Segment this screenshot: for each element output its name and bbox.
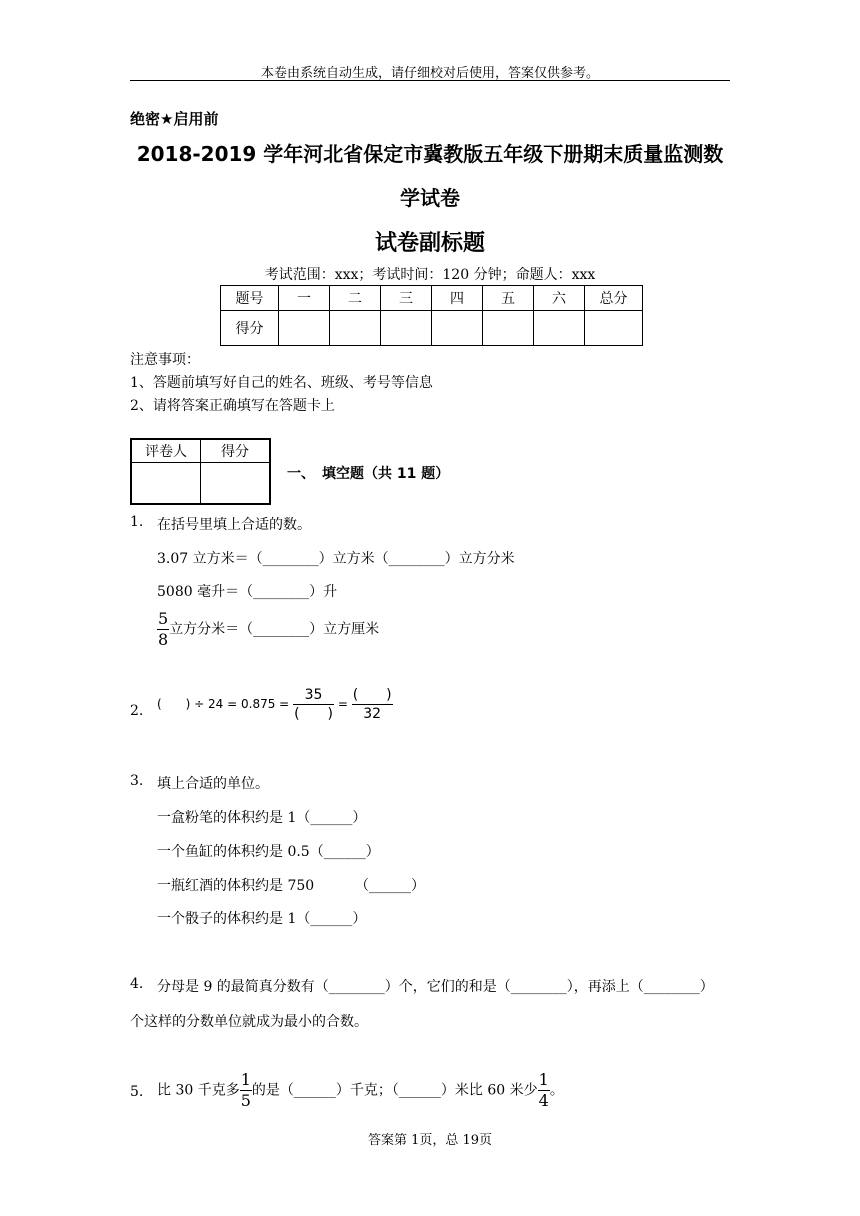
notice-item-2: 2、请将答案正确填写在答题卡上	[130, 398, 335, 414]
fraction-denominator: ( )	[294, 706, 333, 722]
grader-cell[interactable]	[131, 463, 201, 505]
q3-line-2: 一个鱼缸的体积约是 0.5（______）	[157, 844, 380, 860]
fraction-bar	[293, 704, 334, 705]
score-table	[220, 285, 643, 346]
score-header-cell: 三	[381, 286, 432, 311]
fraction-numerator: 1	[240, 1070, 251, 1089]
q5-fraction-1	[240, 1072, 252, 1109]
q2-number: 2.	[130, 703, 144, 719]
fraction-denominator: 32	[363, 706, 382, 722]
score-cell[interactable]	[534, 311, 585, 346]
score-cell[interactable]	[585, 311, 643, 346]
title-line-1: 2018-2019 学年河北省保定市冀教版五年级下册期末质量监测数	[136, 142, 724, 166]
q2-equation	[157, 688, 393, 721]
q5-fraction-2	[538, 1072, 550, 1109]
fraction-denominator: 4	[538, 1091, 549, 1110]
grader-table	[130, 438, 271, 505]
score-cell[interactable]	[432, 311, 483, 346]
q2-equals: =	[337, 697, 348, 711]
header-note: 本卷由系统自动生成，请仔细校对后使用，答案仅供参考。	[260, 66, 599, 81]
q2-fraction-1	[293, 688, 334, 721]
subtitle: 试卷副标题	[374, 231, 485, 256]
grader-score-cell[interactable]	[201, 463, 271, 505]
q3-stem: 填上合适的单位。	[157, 776, 269, 792]
q5-line	[157, 1072, 564, 1109]
fraction-numerator: ( )	[352, 687, 392, 703]
q4-number: 4.	[130, 976, 144, 992]
fraction-numerator: 5	[158, 609, 169, 628]
notice-item-1: 1、答题前填写好自己的姓名、班级、考号等信息	[130, 375, 433, 391]
header-rule	[130, 80, 730, 81]
q1-fraction	[157, 611, 169, 648]
grader-label: 评卷人	[131, 439, 201, 463]
score-cell[interactable]	[381, 311, 432, 346]
exam-info: 考试范围：xxx；考试时间：120 分钟；命题人：xxx	[264, 267, 596, 283]
score-header-cell: 题号	[221, 286, 279, 311]
q5-text-a: 比 30 千克多	[157, 1082, 240, 1099]
score-cell[interactable]	[330, 311, 381, 346]
q2-fraction-2	[352, 688, 393, 721]
q5-text-c: 。	[549, 1082, 564, 1099]
grader-score-label: 得分	[201, 439, 271, 463]
fraction-numerator: 1	[538, 1070, 549, 1089]
q1-number: 1.	[130, 514, 144, 530]
title-line-2: 学试卷	[400, 186, 460, 210]
score-header-cell: 二	[330, 286, 381, 311]
fraction-bar	[352, 704, 393, 705]
fraction-denominator: 8	[158, 630, 169, 649]
score-header-cell: 五	[483, 286, 534, 311]
q3-line-1: 一盒粉笔的体积约是 1（______）	[157, 810, 367, 826]
q1-line-3-text: 立方分米＝（________）立方厘米	[169, 621, 380, 638]
q3-line-3-blank: （______）	[355, 878, 425, 894]
q4-line-1: 分母是 9 的最简真分数有（________）个，它们的和是（________），再添上（________）	[157, 979, 714, 995]
q1-line-1: 3.07 立方米＝（________）立方米（________）立方分米	[157, 551, 515, 567]
fraction-denominator: 5	[240, 1091, 251, 1110]
q3-line-3-text: 一瓶红酒的体积约是 750	[157, 878, 315, 894]
q3-number: 3.	[130, 773, 144, 789]
page-footer: 答案第 1页，总 19页	[367, 1133, 493, 1148]
q3-line-4: 一个骰子的体积约是 1（______）	[157, 911, 367, 927]
score-header-cell: 六	[534, 286, 585, 311]
score-cell[interactable]	[483, 311, 534, 346]
q1-line-2: 5080 毫升＝（________）升	[157, 584, 338, 600]
score-table-header-row	[221, 286, 643, 311]
section-title: 一、 填空题（共 11 题）	[287, 466, 450, 482]
score-header-cell: 四	[432, 286, 483, 311]
score-header-cell: 总分	[585, 286, 643, 311]
q1-line-3	[157, 611, 379, 648]
q5-number: 5.	[130, 1084, 144, 1100]
q2-part-1: ( ) ÷ 24 = 0.875 =	[157, 697, 290, 711]
score-row-label: 得分	[221, 311, 279, 346]
q4-line-2: 个这样的分数单位就成为最小的合数。	[130, 1014, 368, 1030]
fraction-numerator: 35	[304, 687, 323, 703]
score-header-cell: 一	[279, 286, 330, 311]
score-table-score-row	[221, 311, 643, 346]
secret-mark: 绝密★启用前	[130, 110, 219, 128]
q5-text-b: 的是（______）千克；（______）米比 60 米少	[251, 1082, 538, 1099]
q1-stem: 在括号里填上合适的数。	[157, 517, 311, 533]
score-cell[interactable]	[279, 311, 330, 346]
notice-heading: 注意事项：	[130, 352, 200, 368]
